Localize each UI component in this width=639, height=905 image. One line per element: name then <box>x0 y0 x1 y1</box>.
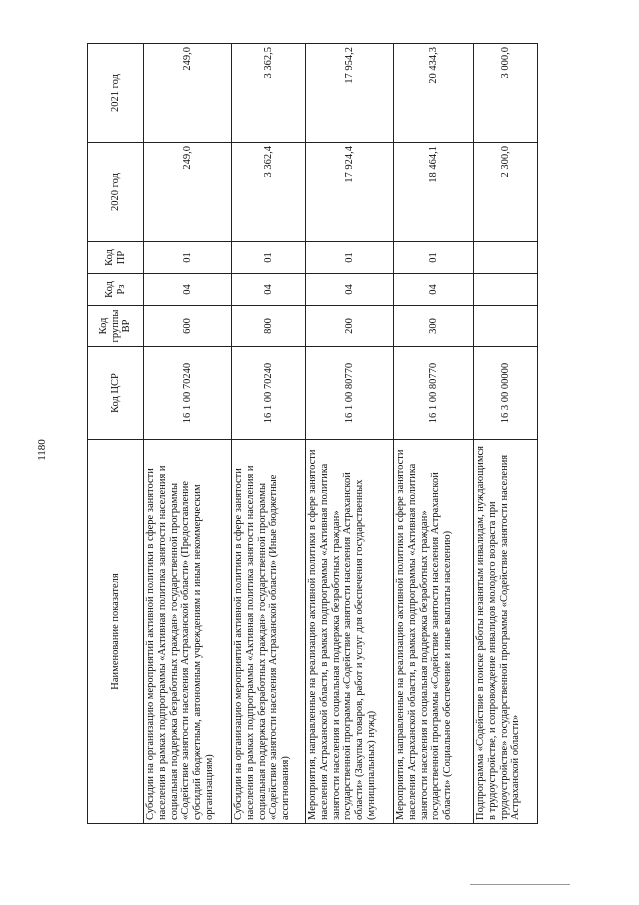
cell-pr: 01 <box>144 242 232 274</box>
cell-rz: 04 <box>232 274 306 306</box>
cell-csr: 16 1 00 70240 <box>144 347 232 440</box>
header-vr: Код группы ВР <box>88 306 144 347</box>
cell-name: Подпрограмма «Содействие в поиске работы незанятым инвалидам, нуждающимся в трудоустройстве, и сопровождение инвалидов молодого возраста при трудоустройстве» государственной программы «Содействие занятости населения Астраханской области» <box>474 440 538 824</box>
header-csr: Код ЦСР <box>88 347 144 440</box>
cell-name: Мероприятия, направленные на реализацию активной политики в сфере занятости населения Астраханской области, в рамках подпрограммы «Активная политика занятости населения и социальная поддержка безработных граждан» государственной программы «Содействие занятости населения Астраханской области» (Закупка товаров, работ и услуг для обеспечения государственных (муниципальных) нужд) <box>306 440 394 824</box>
cell-csr: 16 1 00 80770 <box>394 347 474 440</box>
cell-rz: 04 <box>394 274 474 306</box>
cell-2020: 3 362,4 <box>232 143 306 242</box>
scan-edge-line <box>470 884 570 885</box>
cell-2021: 20 434,3 <box>394 44 474 143</box>
cell-rz <box>474 274 538 306</box>
header-rz: Код Рз <box>88 274 144 306</box>
cell-pr: 01 <box>232 242 306 274</box>
cell-csr: 16 1 00 70240 <box>232 347 306 440</box>
cell-2021: 249,0 <box>144 44 232 143</box>
rotated-table-container <box>87 44 538 824</box>
cell-2021: 17 954,2 <box>306 44 394 143</box>
cell-2020: 2 300,0 <box>474 143 538 242</box>
table-row <box>306 44 394 824</box>
table-row <box>144 44 232 824</box>
cell-name: Субсидии на организацию мероприятий активной политики в сфере занятости населения в рамках подпрограммы «Активная политика занятости населения и социальная поддержка безработных граждан» государственной программы «Содействие занятости населения Астраханской области» (Предоставление субсидий бюджетным, автономным учреждениям и иным некоммерческим организациям) <box>144 440 232 824</box>
cell-vr: 600 <box>144 306 232 347</box>
cell-rz: 04 <box>306 274 394 306</box>
cell-name: Субсидии на организацию мероприятий активной политики в сфере занятости населения в рамках подпрограммы «Активная политика занятости населения и социальная поддержка безработных граждан» государственной программы «Содействие занятости населения Астраханской области» (Иные бюджетные ассигнования) <box>232 440 306 824</box>
cell-rz: 04 <box>144 274 232 306</box>
cell-vr <box>474 306 538 347</box>
cell-name: Мероприятия, направленные на реализацию активной политики в сфере занятости населения Астраханской области, в рамках подпрограммы «Активная политика занятости населения и социальная поддержка безработных граждан» государственной программы «Содействие занятости населения Астраханской области» (Социальное обеспечение и иные выплаты населению) <box>394 440 474 824</box>
header-2020: 2020 год <box>88 143 144 242</box>
cell-csr: 16 1 00 80770 <box>306 347 394 440</box>
table-row <box>394 44 474 824</box>
budget-table <box>87 43 538 824</box>
cell-2020: 17 924,4 <box>306 143 394 242</box>
header-2021: 2021 год <box>88 44 144 143</box>
header-pr: Код ПР <box>88 242 144 274</box>
header-name: Наименование показателя <box>88 440 144 824</box>
cell-2021: 3 000,0 <box>474 44 538 143</box>
table-row <box>474 44 538 824</box>
cell-pr: 01 <box>306 242 394 274</box>
cell-2021: 3 362,5 <box>232 44 306 143</box>
table-row <box>232 44 306 824</box>
cell-vr: 300 <box>394 306 474 347</box>
table-header-row <box>88 44 144 824</box>
page-number: 1180 <box>36 439 48 461</box>
cell-pr <box>474 242 538 274</box>
cell-vr: 200 <box>306 306 394 347</box>
cell-2020: 18 464,1 <box>394 143 474 242</box>
cell-2020: 249,0 <box>144 143 232 242</box>
cell-pr: 01 <box>394 242 474 274</box>
cell-csr: 16 3 00 00000 <box>474 347 538 440</box>
cell-vr: 800 <box>232 306 306 347</box>
